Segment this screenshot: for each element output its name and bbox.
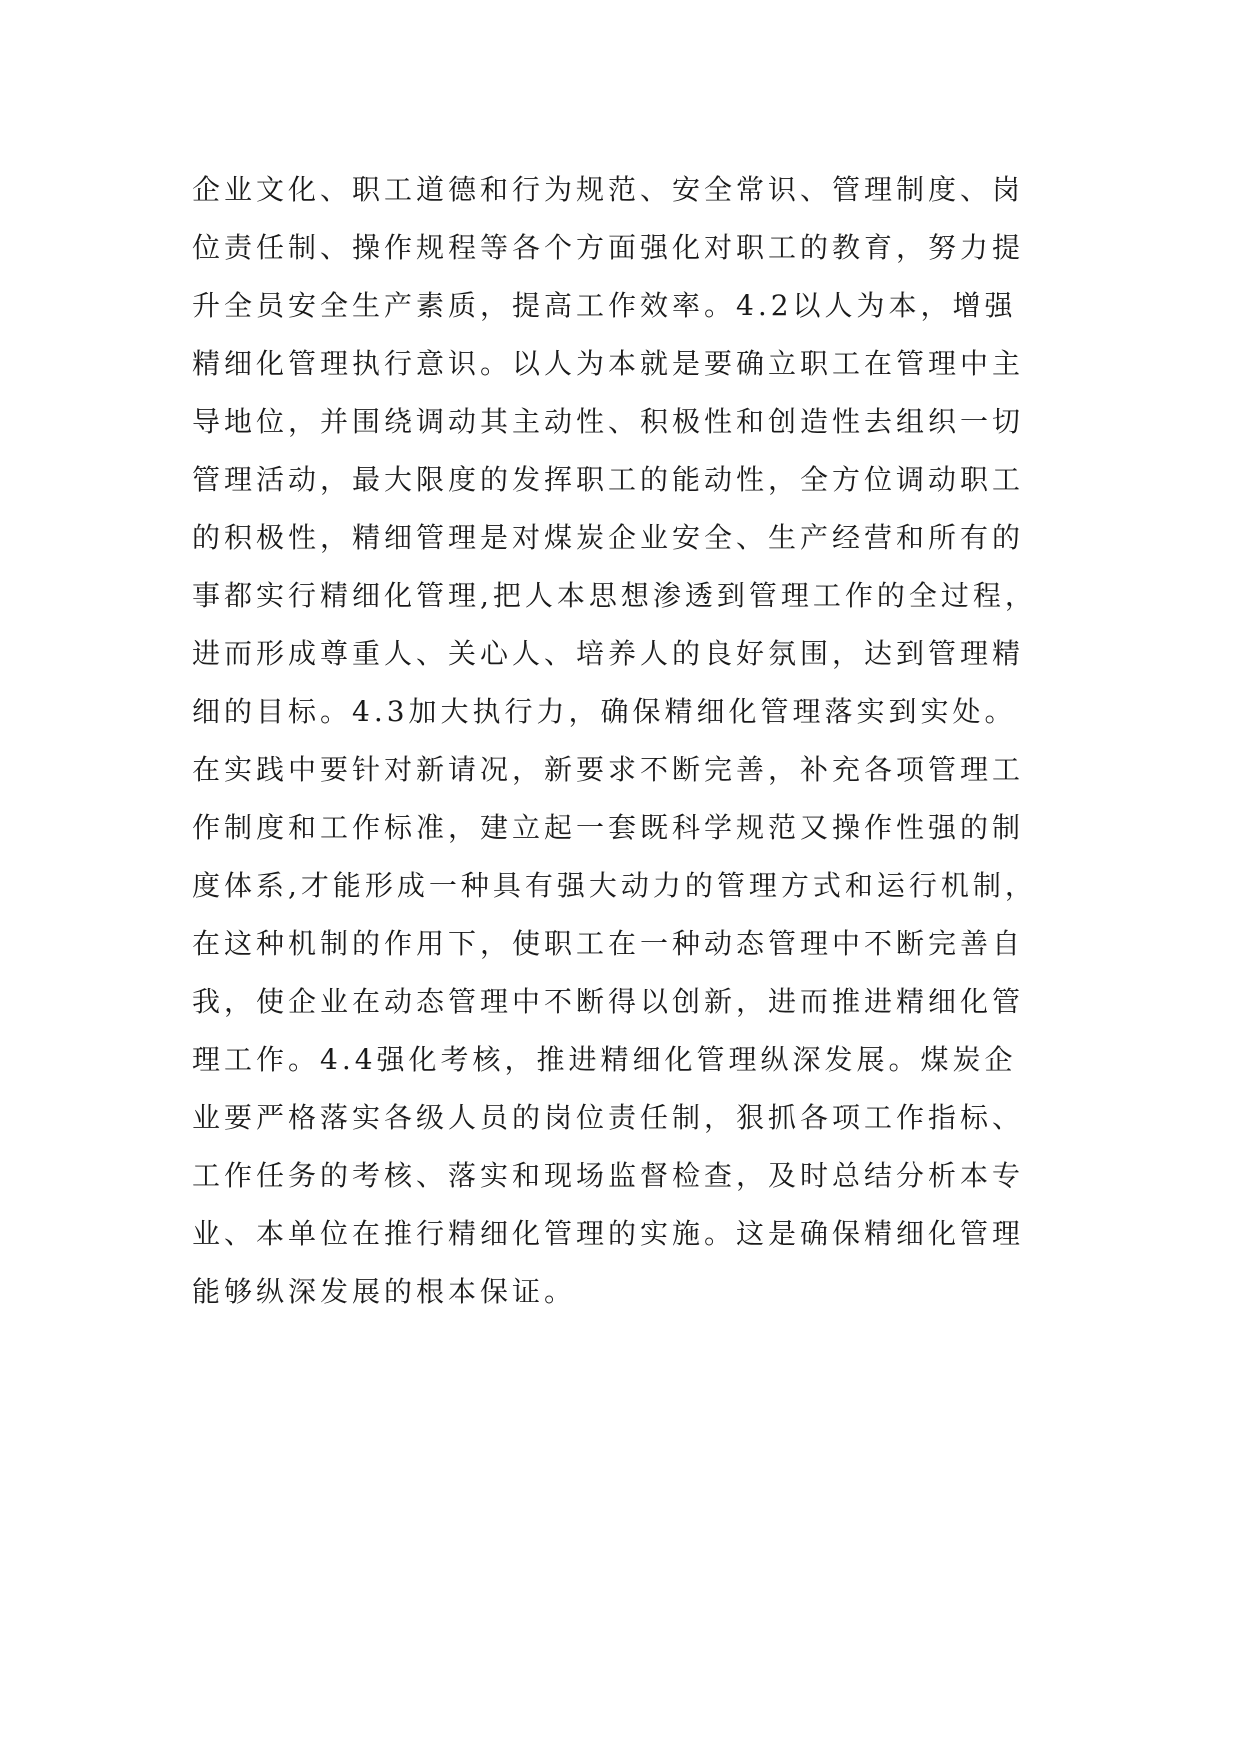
paragraph-line: 理工作。4.4强化考核，推进精细化管理纵深发展。煤炭企 <box>192 1043 1017 1076</box>
paragraph-line: 业要严格落实各级人员的岗位责任制，狠抓各项工作指标、 <box>192 1101 1025 1134</box>
paragraph-line: 企业文化、职工道德和行为规范、安全常识、管理制度、岗 <box>192 173 1025 206</box>
paragraph-line: 细的目标。4.3加大执行力，确保精细化管理落实到实处。 <box>192 695 1017 728</box>
paragraph-line: 我，使企业在动态管理中不断得以创新，进而推进精细化管 <box>192 985 1025 1018</box>
paragraph-line: 管理活动，最大限度的发挥职工的能动性，全方位调动职工 <box>192 463 1025 496</box>
paragraph-line: 位责任制、操作规程等各个方面强化对职工的教育，努力提 <box>192 231 1025 264</box>
paragraph-line: 能够纵深发展的根本保证。 <box>192 1275 577 1308</box>
paragraph-line: 在实践中要针对新请况，新要求不断完善，补充各项管理工 <box>192 753 1025 786</box>
paragraph-line: 工作任务的考核、落实和现场监督检查，及时总结分析本专 <box>192 1159 1025 1192</box>
paragraph-line: 度体系,才能形成一种具有强大动力的管理方式和运行机制， <box>192 869 1037 902</box>
paragraph-line: 升全员安全生产素质，提高工作效率。4.2以人为本，增强 <box>192 289 1017 322</box>
paragraph-line: 导地位，并围绕调动其主动性、积极性和创造性去组织一切 <box>192 405 1025 438</box>
paragraph-line: 事都实行精细化管理,把人本思想渗透到管理工作的全过程， <box>192 579 1037 612</box>
paragraph-line: 业、本单位在推行精细化管理的实施。这是确保精细化管理 <box>192 1217 1025 1250</box>
paragraph-line: 在这种机制的作用下，使职工在一种动态管理中不断完善自 <box>192 927 1025 960</box>
paragraph-line: 进而形成尊重人、关心人、培养人的良好氛围，达到管理精 <box>192 637 1025 670</box>
paragraph-line: 精细化管理执行意识。以人为本就是要确立职工在管理中主 <box>192 347 1025 380</box>
paragraph-line: 作制度和工作标准，建立起一套既科学规范又操作性强的制 <box>192 811 1025 844</box>
body-paragraph <box>192 161 1072 1321</box>
paragraph-line: 的积极性，精细管理是对煤炭企业安全、生产经营和所有的 <box>192 521 1025 554</box>
